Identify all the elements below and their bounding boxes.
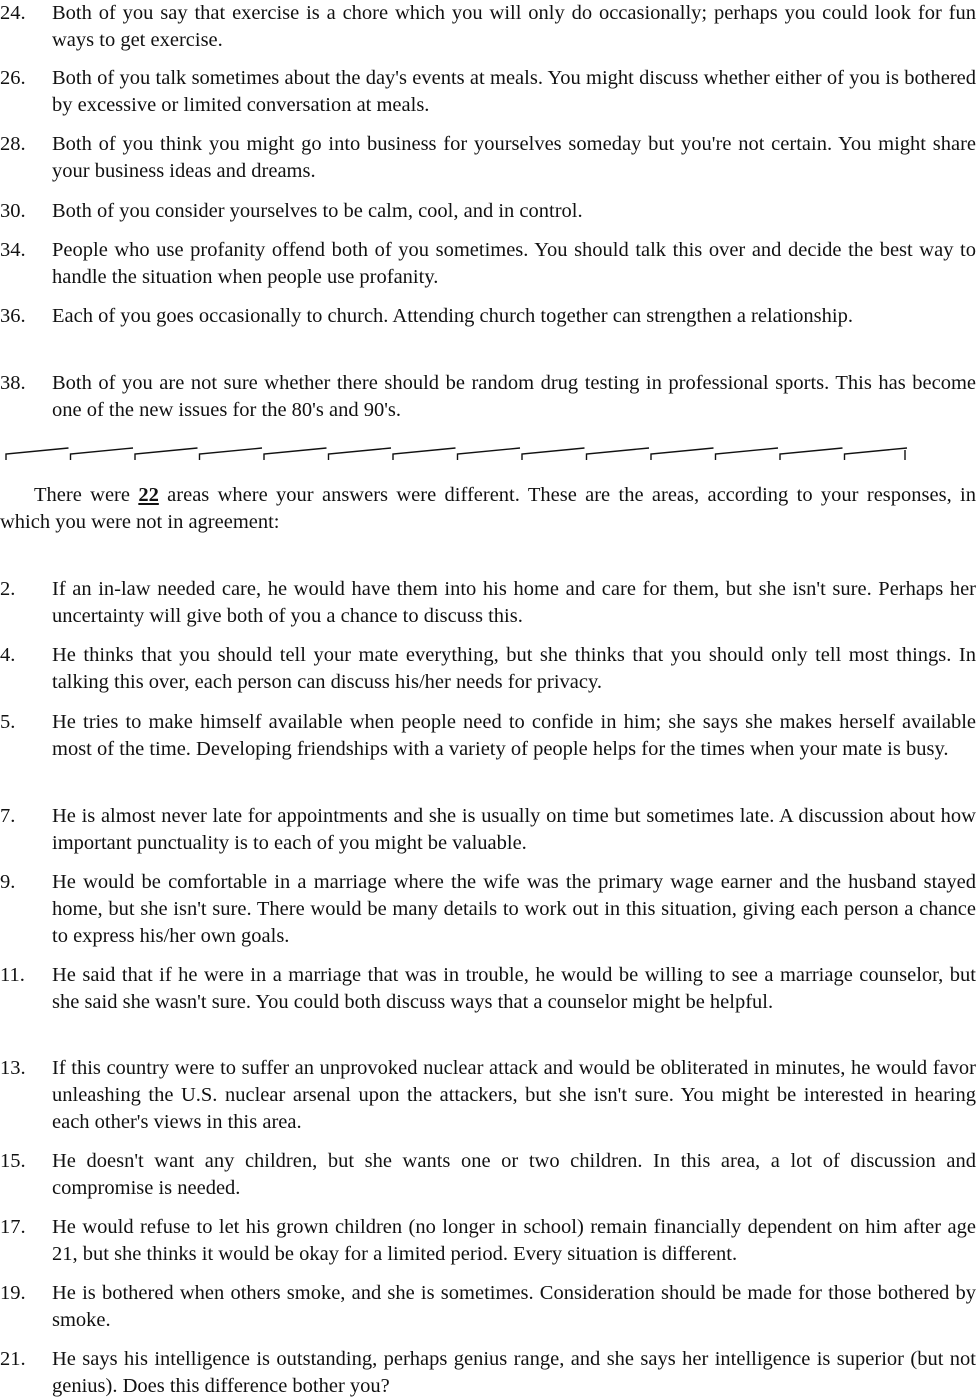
difference-item [0,709,976,763]
item-text: People who use profanity offend both of you sometimes. You should talk this over and decide the best way to handle the situation when people use profanity. [52,239,976,288]
item-text: Both of you say that exercise is a chore which you will only do occasionally; perhaps you could look for fun ways to get exercise. [52,2,976,51]
item-text: He would refuse to let his grown children (no longer in school) remain financially dependent on him after age 21, but she thinks it would be okay for a limited period. Every situation is different. [52,1216,976,1265]
item-text: He says his intelligence is outstanding, perhaps genius range, and she says her intelligence is superior (but not genius). Does this difference bother you? [52,1348,976,1397]
difference-item [0,1346,976,1400]
item-number: 19. [0,1282,26,1304]
item-text: Both of you think you might go into business for yourselves someday but you're not certain. You might share your business ideas and dreams. [52,133,976,182]
item-text: He said that if he were in a marriage that was in trouble, he would be willing to see a marriage counselor, but she said she wasn't sure. You could both discuss ways that a counselor might be helpful. [52,964,976,1013]
item-number: 4. [0,644,16,666]
item-number: 13. [0,1057,26,1079]
differences-summary [0,482,976,536]
divider-segment [651,448,714,460]
divider-segment [6,448,69,460]
agreement-item [0,370,976,424]
divider-segment [780,448,843,460]
item-number: 34. [0,239,26,261]
section-divider [4,440,908,464]
item-text: Both of you are not sure whether there should be random drug testing in professional sports. This has become one of the new issues for the 80's and 90's. [52,372,976,421]
divider-segment [522,448,585,460]
agreement-item [0,131,976,185]
difference-item [0,803,976,857]
item-text: He is bothered when others smoke, and she is sometimes. Consideration should be made for those bothered by smoke. [52,1282,976,1331]
item-number: 24. [0,2,26,24]
difference-item [0,642,976,696]
agreement-item [0,198,976,225]
item-text: If an in-law needed care, he would have them into his home and care for them, but she isn't sure. Perhaps her uncertainty will give both of you a chance to discuss this. [52,578,976,627]
difference-item [0,1055,976,1136]
divider-segment [264,448,327,460]
item-text: He doesn't want any children, but she wants one or two children. In this area, a lot of discussion and compromise is needed. [52,1150,976,1199]
item-text: He would be comfortable in a marriage where the wife was the primary wage earner and the husband stayed home, but she isn't sure. There would be many details to work out in this situation, giving each person a chance to express his/her own goals. [52,871,976,947]
item-number: 15. [0,1150,26,1172]
item-number: 17. [0,1216,26,1238]
difference-item [0,1148,976,1202]
item-text: Both of you consider yourselves to be calm, cool, and in control. [52,200,583,222]
divider-segment [458,448,521,460]
item-number: 30. [0,200,26,222]
agreement-item [0,0,976,54]
item-text: He tries to make himself available when people need to confide in him; she says she makes herself available most of the time. Developing friendships with a variety of people helps for the times when your mate is busy. [52,711,976,760]
item-text: Each of you goes occasionally to church. Attending church together can strengthen a relationship. [52,305,853,327]
item-number: 11. [0,964,25,986]
difference-item [0,962,976,1016]
difference-item [0,1280,976,1334]
divider-segment [329,448,392,460]
agreement-item [0,65,976,119]
divider-segment [393,448,456,460]
summary-text-after: areas where your answers were different. These are the areas, according to your responses, in which you were not in agreement: [0,484,976,533]
divider-segment [716,448,779,460]
divider-segment [135,448,198,460]
item-text: He thinks that you should tell your mate everything, but she thinks that you should only tell most things. In talking this over, each person can discuss his/her needs for privacy. [52,644,976,693]
divider-segment [587,448,650,460]
item-text: He is almost never late for appointments and she is usually on time but sometimes late. A discussion about how important punctuality is to each of you might be valuable. [52,805,976,854]
difference-item [0,576,976,630]
item-number: 21. [0,1348,26,1370]
difference-item [0,869,976,950]
item-text: Both of you talk sometimes about the day's events at meals. You might discuss whether either of you is bothered by excessive or limited conversation at meals. [52,67,976,116]
summary-text-before: There were [34,484,139,506]
item-number: 38. [0,372,26,394]
item-number: 28. [0,133,26,155]
agreement-item [0,303,976,330]
item-number: 36. [0,305,26,327]
item-number: 5. [0,711,16,733]
divider-segment [71,448,134,460]
item-text: If this country were to suffer an unprovoked nuclear attack and would be obliterated in minutes, he would favor unleashing the U.S. nuclear arsenal upon the attackers, but she isn't sure. You might be interested in hearing each other's views in this area. [52,1057,976,1133]
item-number: 7. [0,805,16,827]
difference-count: 22 [138,484,159,506]
item-number: 2. [0,578,16,600]
divider-segment [845,448,908,460]
difference-item [0,1214,976,1268]
item-number: 26. [0,67,26,89]
item-number: 9. [0,871,16,893]
agreement-item [0,237,976,291]
divider-segment [200,448,263,460]
